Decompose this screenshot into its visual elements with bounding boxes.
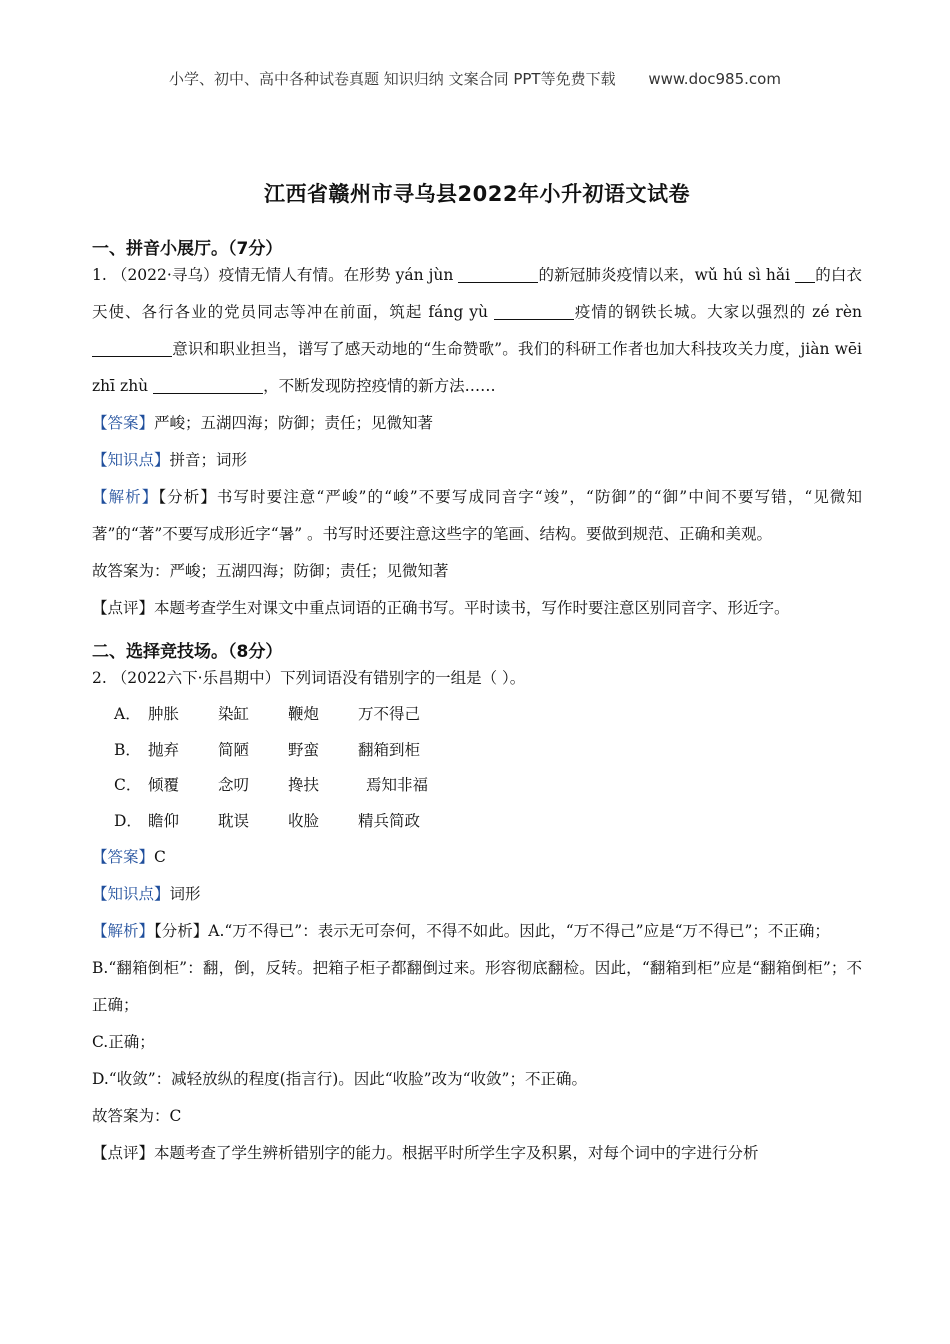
q1-answer <box>92 405 862 442</box>
option-letter: A． <box>114 705 141 723</box>
analysis-text: 【分析】A.“万不得已”：表示无可奈何，不得不如此。因此，“万不得己”应是“万不得已”；不正确； <box>154 922 830 940</box>
header-site-link[interactable]: www.doc985.com <box>648 70 781 88</box>
answer-tag: 【答案】 <box>92 414 155 432</box>
option-letter: D． <box>114 811 142 830</box>
section-2-heading: 二、选择竞技场。（8分） <box>92 642 283 662</box>
option-word: 染缸 <box>218 705 250 723</box>
answer-text: C <box>154 848 166 866</box>
document-body <box>92 178 862 1172</box>
option-word: 焉知非福 <box>366 776 429 794</box>
option-word: 万不得己 <box>358 705 421 723</box>
option-word: 收脸 <box>288 811 320 830</box>
option-word: 肿胀 <box>148 705 180 723</box>
header-text: 小学、初中、高中各种试卷真题 知识归纳 文案合同 PPT等免费下载 <box>169 70 616 88</box>
answer-blank[interactable] <box>494 301 574 320</box>
option-word: 鞭炮 <box>288 705 320 723</box>
analysis-tag: 【解析】 <box>92 488 159 506</box>
q1-knowledge <box>92 442 862 479</box>
option-word: 简陋 <box>218 740 250 759</box>
q2-analysis-b: B.“翻箱倒柜”：翻，倒，反转。把箱子柜子都翻倒过来。形容彻底翻检。因此，“翻箱到柜”应是“翻箱倒柜”；不正确； <box>92 959 862 1014</box>
q2-analysis-c: C.正确； <box>92 1033 155 1051</box>
option-a[interactable] <box>92 697 862 733</box>
section-1-heading: 一、拼音小展厅。（7分） <box>92 239 283 259</box>
q1-comment: 【点评】本题考查学生对课文中重点词语的正确书写。平时读书，写作时要注意区别同音字、形近字。 <box>92 599 790 617</box>
option-word: 耽误 <box>218 811 250 830</box>
page-title: 江西省赣州市寻乌县2022年小升初语文试卷 <box>264 182 690 206</box>
q2-final-answer: 故答案为：C <box>92 1107 182 1125</box>
option-word: 翻箱到柜 <box>358 740 421 759</box>
option-b[interactable] <box>92 733 862 769</box>
option-word: 念叨 <box>218 776 250 794</box>
answer-blank[interactable] <box>153 375 263 394</box>
analysis-tag: 【解析】 <box>92 922 155 940</box>
q2-knowledge <box>92 876 862 913</box>
q1-part4: 疫情的钢铁长城。大家以强烈的 zé rèn <box>573 303 863 321</box>
answer-tag: 【答案】 <box>92 848 155 866</box>
q2-answer <box>92 839 862 876</box>
option-word: 抛弃 <box>148 740 180 759</box>
knowledge-tag: 【知识点】 <box>92 451 170 469</box>
q1-part2: 的新冠肺炎疫情以来，wǔ hú sì hǎi <box>538 266 796 284</box>
option-c[interactable] <box>92 768 862 804</box>
option-word: 倾覆 <box>148 776 180 794</box>
q1-part6: ，不断发现防控疫情的新方法…… <box>263 377 496 395</box>
question-1 <box>92 257 862 405</box>
option-word: 瞻仰 <box>148 811 180 830</box>
analysis-text: 【分析】书写时要注意“严峻”的“峻”不要写成同音字“竣”，“防御”的“御”中间不要写错，“见微知著”的“著”不要写成形近字“暑” 。书写时还要注意这些字的笔画、结构。要做到规范、正确和美观。 <box>92 488 862 543</box>
option-letter: C． <box>114 776 142 794</box>
option-word: 精兵简政 <box>358 811 421 830</box>
q2-analysis <box>92 913 862 950</box>
question-2: 2. （2022六下·乐昌期中）下列词语没有错别字的一组是（ ）。 <box>92 669 526 687</box>
q1-final-answer: 故答案为：严峻；五湖四海；防御；责任；见微知著 <box>92 562 449 580</box>
q2-comment: 【点评】本题考查了学生辨析错别字的能力。根据平时所学生字及积累，对每个词中的字进行分析 <box>92 1144 759 1162</box>
option-word: 搀扶 <box>288 776 320 794</box>
answer-blank[interactable] <box>795 264 815 283</box>
answer-text: 严峻；五湖四海；防御；责任；见微知著 <box>154 414 434 432</box>
option-d[interactable] <box>92 804 862 840</box>
option-letter: B． <box>114 740 141 759</box>
knowledge-tag: 【知识点】 <box>92 885 170 903</box>
q1-part3: 的白衣天使、各行各业的党员同志等冲在前面，筑起 fáng yù <box>92 266 862 321</box>
q1-part1: 1. （2022·寻乌）疫情无情人有情。在形势 yán jùn <box>92 266 459 284</box>
option-word: 野蛮 <box>288 740 320 759</box>
q2-analysis-d: D.“收敛”：减轻放纵的程度(指言行)。因此“收脸”改为“收敛”；不正确。 <box>92 1070 587 1088</box>
page-header <box>0 68 950 89</box>
knowledge-text: 词形 <box>169 885 201 903</box>
answer-blank[interactable] <box>92 338 172 357</box>
knowledge-text: 拼音；词形 <box>169 451 248 469</box>
q1-analysis <box>92 479 862 553</box>
answer-blank[interactable] <box>458 264 538 283</box>
q1-part5: 意识和职业担当，谱写了感天动地的“生命赞歌”。我们的科研工作者也加大科技攻关力度，jiàn wēi zhī zhù <box>92 340 862 395</box>
